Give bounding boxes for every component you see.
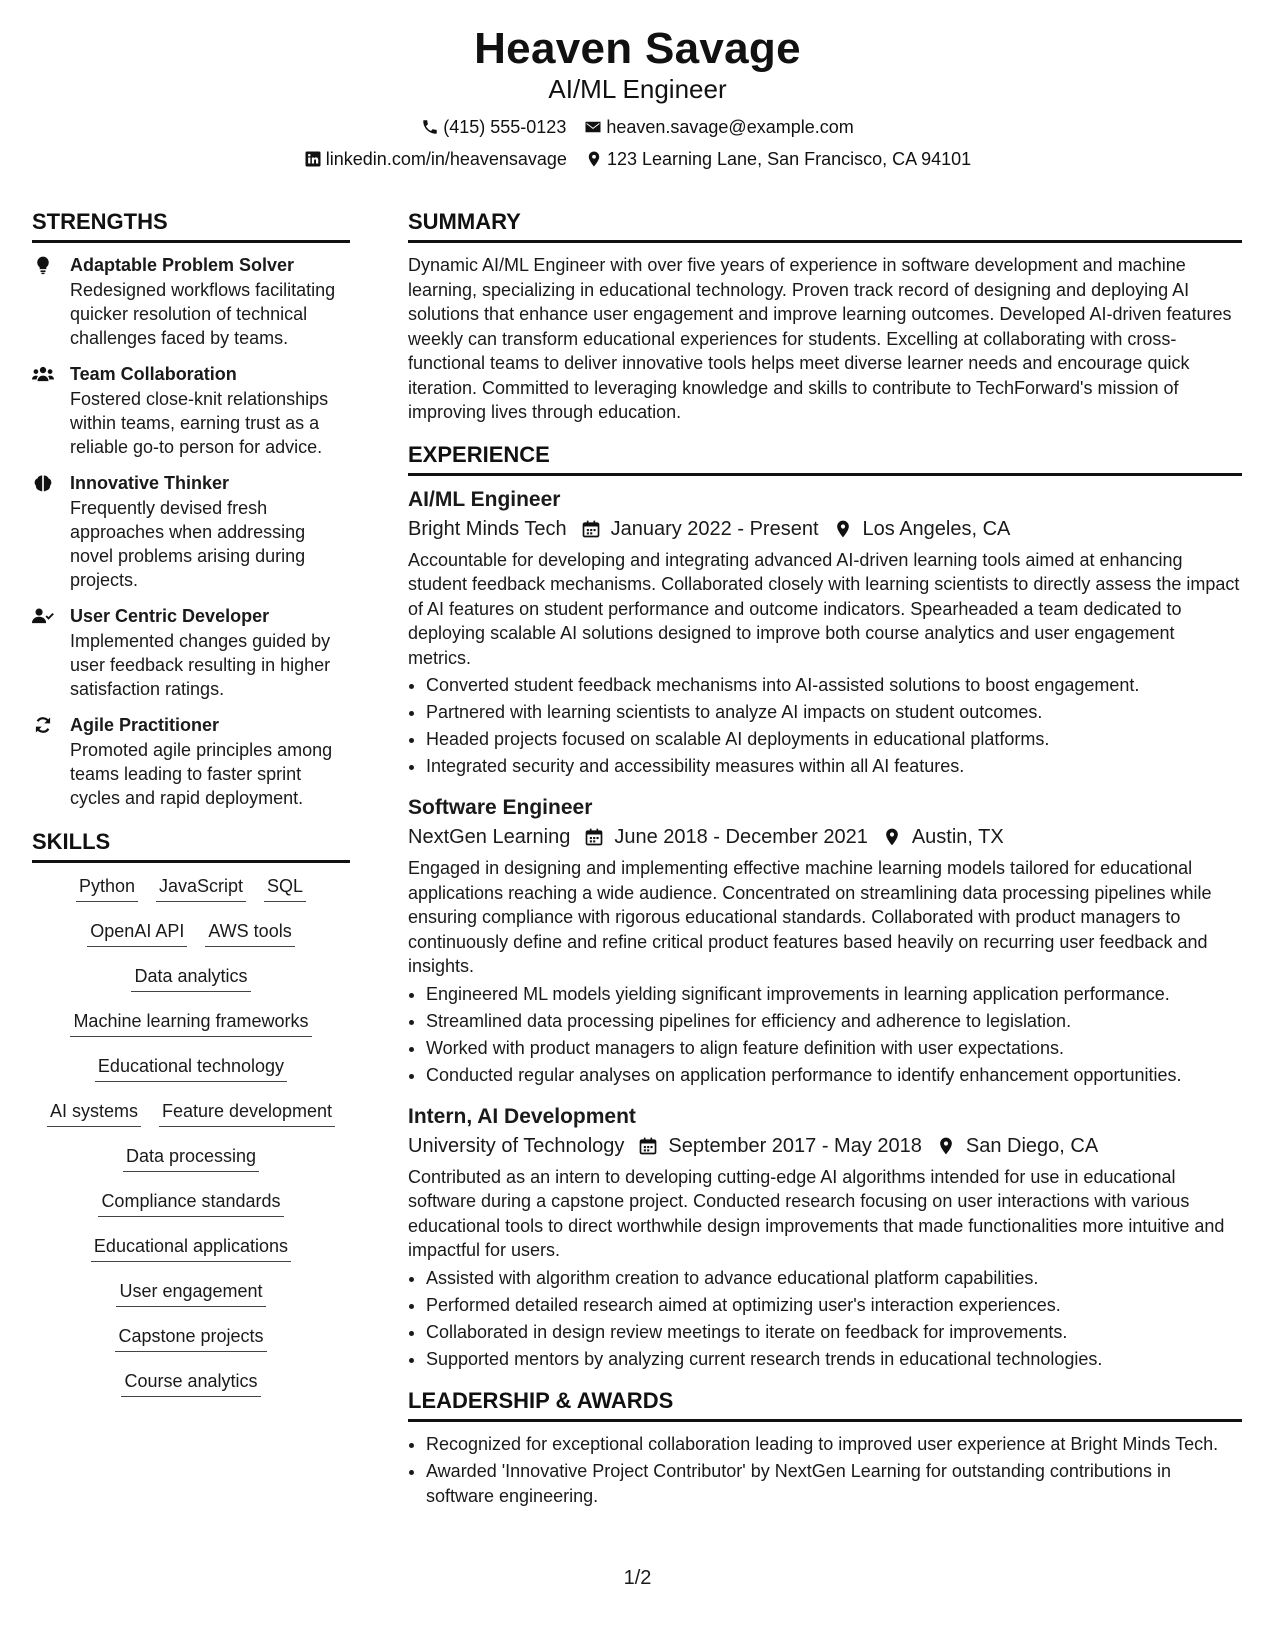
skill-row	[32, 873, 350, 918]
company-name: NextGen Learning	[408, 826, 571, 848]
strength-desc: Frequently devised fresh approaches when addressing novel problems arising during projects.	[70, 498, 306, 590]
calendar-icon	[581, 519, 601, 539]
contact-row-2	[0, 148, 1275, 170]
map-pin-icon	[833, 519, 853, 539]
skill-tag: Compliance standards	[98, 1188, 283, 1217]
right-column	[408, 208, 1242, 1511]
strength-item	[32, 604, 350, 701]
award-item: • Awarded 'Innovative Project Contributor' by NextGen Learning for outstanding contributions in software engineering.	[426, 1459, 1242, 1508]
job-title: Intern, AI Development	[408, 1104, 636, 1128]
strengths-heading: STRENGTHS	[32, 208, 350, 243]
resume-header	[0, 22, 1275, 170]
skill-tag: OpenAI API	[87, 918, 187, 947]
location-text: Austin, TX	[911, 826, 1004, 848]
leadership-list	[408, 1432, 1242, 1509]
phone-contact	[421, 116, 566, 138]
job-dates	[638, 1131, 922, 1161]
job-meta	[408, 514, 1242, 544]
skill-row	[32, 1368, 350, 1413]
experience-list	[408, 486, 1242, 1373]
skills-heading: SKILLS	[32, 828, 350, 863]
bullet-item: • Integrated security and accessibility measures within all AI features.	[426, 753, 1242, 780]
skill-tag: Python	[76, 873, 138, 902]
map-pin-icon	[882, 827, 902, 847]
job-company	[408, 514, 567, 544]
skill-tag: Educational applications	[91, 1233, 291, 1262]
calendar-icon	[638, 1136, 658, 1156]
bullet-item: • Engineered ML models yielding significant improvements in learning application performance.	[426, 981, 1242, 1008]
skill-tag: Educational technology	[95, 1053, 287, 1082]
user-check-icon	[32, 604, 70, 701]
bullet-item: • Assisted with algorithm creation to advance educational platform capabilities.	[426, 1265, 1242, 1292]
candidate-title: AI/ML Engineer	[548, 74, 727, 104]
dates-text: June 2018 - December 2021	[614, 826, 868, 848]
email-text: heaven.savage@example.com	[606, 117, 854, 137]
job-company	[408, 822, 570, 852]
skill-row	[32, 1143, 350, 1188]
job-location	[833, 514, 1011, 544]
job-bullets	[408, 981, 1242, 1089]
skill-row	[32, 1323, 350, 1368]
job-description: Engaged in designing and implementing effective machine learning models tailored for educational applications reaching a wide audience. Concentrated on streamlining data processing pipelines while ensuring compliance with rigorous educational standards. Collaborated with product managers to continuously define and refine critical product features based heavily on recurring user feedback and insights.	[408, 858, 1212, 976]
strength-desc: Fostered close-knit relationships within teams, earning trust as a reliable go-to person for advice.	[70, 389, 329, 457]
map-pin-icon	[936, 1136, 956, 1156]
experience-heading: EXPERIENCE	[408, 441, 1242, 476]
strength-title: User Centric Developer	[70, 606, 270, 626]
job-bullets	[408, 672, 1242, 780]
skill-tag: AWS tools	[205, 918, 294, 947]
dates-text: September 2017 - May 2018	[668, 1134, 922, 1157]
skill-tag: AI systems	[47, 1098, 141, 1127]
job-description: Accountable for developing and integrating advanced AI-driven learning tools aimed at enhancing student feedback mechanisms. Collaborated closely with learning scientists to directly assess the impact of AI features on student performance and outcome indicators. Spearheaded a team dedicated to deploying scalable AI solutions designed to improve both course analytics and user engagement metrics.	[408, 549, 1240, 668]
company-name: University of Technology	[408, 1134, 625, 1157]
left-column	[32, 208, 350, 1413]
location-text: Los Angeles, CA	[862, 517, 1011, 540]
job-location	[936, 1131, 1098, 1161]
job-entry	[408, 794, 1242, 1089]
skill-tag: SQL	[264, 873, 306, 902]
skill-row	[32, 1053, 350, 1098]
strength-title: Agile Practitioner	[70, 715, 220, 735]
skill-row	[32, 1008, 350, 1053]
summary-heading: SUMMARY	[408, 208, 1242, 243]
job-entry	[408, 486, 1242, 781]
candidate-name: Heaven Savage	[474, 24, 801, 73]
company-name: Bright Minds Tech	[408, 517, 567, 540]
strength-item	[32, 471, 350, 592]
bullet-item: • Converted student feedback mechanisms into AI-assisted solutions to boost engagement.	[426, 672, 1242, 699]
skill-tag: JavaScript	[156, 873, 246, 902]
bullet-item: • Headed projects focused on scalable AI deployments in educational platforms.	[426, 726, 1242, 753]
strength-title: Innovative Thinker	[70, 473, 230, 493]
strength-desc: Promoted agile principles among teams leading to faster sprint cycles and rapid deployment.	[70, 740, 333, 808]
skill-tag: Capstone projects	[115, 1323, 266, 1352]
bullet-item: • Supported mentors by analyzing current research trends in educational technologies.	[426, 1346, 1242, 1373]
leadership-heading: LEADERSHIP & AWARDS	[408, 1387, 1242, 1422]
skill-tag: Machine learning frameworks	[70, 1008, 311, 1037]
bullet-item: • Performed detailed research aimed at optimizing user's interaction experiences.	[426, 1292, 1242, 1319]
bullet-item: • Collaborated in design review meetings to iterate on feedback for improvements.	[426, 1319, 1242, 1346]
skill-row	[32, 1188, 350, 1233]
skill-row	[32, 1233, 350, 1278]
lightbulb-icon	[32, 253, 70, 350]
brain-icon	[32, 471, 70, 592]
skill-tag: Data processing	[123, 1143, 259, 1172]
page-number: 1/2	[623, 1567, 652, 1589]
phone-icon	[421, 118, 439, 136]
job-company	[408, 1131, 624, 1161]
skill-row	[32, 1098, 350, 1143]
strength-item	[32, 713, 350, 810]
strength-title: Team Collaboration	[70, 364, 237, 384]
address-text: 123 Learning Lane, San Francisco, CA 94101	[606, 149, 972, 169]
contact-row-1	[0, 116, 1275, 138]
sync-icon	[32, 713, 70, 810]
skill-tag: Data analytics	[131, 963, 250, 992]
skills-list	[32, 873, 350, 1413]
skill-row	[32, 963, 350, 1008]
skill-row	[32, 1278, 350, 1323]
bullet-item: • Worked with product managers to align feature definition with user expectations.	[426, 1035, 1242, 1062]
linkedin-contact[interactable]	[304, 148, 567, 170]
job-meta	[408, 1131, 1242, 1161]
linkedin-text: linkedin.com/in/heavensavage	[325, 149, 567, 169]
envelope-icon	[584, 118, 602, 136]
strength-desc: Implemented changes guided by user feedback resulting in higher satisfaction ratings.	[70, 631, 331, 699]
strength-item	[32, 362, 350, 459]
summary-text: Dynamic AI/ML Engineer with over five years of experience in software development and machine learning, specializing in educational technology. Proven track record of designing and deploying AI solutions that enhance user engagement and improve learning outcomes. Developed AI-driven features weekly can transform educational experiences for students. Excelling at collaborating with cross-functional teams to deliver innovative tools helps meet diverse learner needs and encourage quick iteration. Committed to leveraging knowledge and skills to contribute to TechForward's mission of improving lives through education.	[408, 255, 1232, 422]
strength-item	[32, 253, 350, 350]
skill-tag: Feature development	[159, 1098, 335, 1127]
job-title: Software Engineer	[408, 796, 593, 819]
linkedin-icon	[304, 150, 322, 168]
address-contact	[585, 148, 971, 170]
location-text: San Diego, CA	[965, 1134, 1099, 1157]
calendar-icon	[584, 827, 604, 847]
bullet-item: • Conducted regular analyses on application performance to identify enhancement opportunities.	[426, 1062, 1242, 1089]
job-bullets	[408, 1265, 1242, 1373]
job-dates	[584, 822, 868, 852]
skill-row	[32, 918, 350, 963]
strength-title: Adaptable Problem Solver	[70, 255, 295, 275]
users-icon	[32, 362, 70, 459]
job-dates	[581, 514, 819, 544]
skill-tag: Course analytics	[121, 1368, 260, 1397]
map-pin-icon	[585, 150, 603, 168]
bullet-item: • Partnered with learning scientists to analyze AI impacts on student outcomes.	[426, 699, 1242, 726]
phone-text: (415) 555-0123	[443, 117, 567, 137]
job-title: AI/ML Engineer	[408, 487, 561, 511]
dates-text: January 2022 - Present	[610, 517, 819, 540]
skill-tag: User engagement	[116, 1278, 265, 1307]
job-description: Contributed as an intern to developing cutting-edge AI algorithms intended for use in educational software during a capstone project. Conducted research focusing on user interactions with various educational tools to direct worthwhile design improvements that made functionalities more intuitive and impactful for users.	[408, 1166, 1225, 1260]
job-entry	[408, 1103, 1242, 1373]
email-contact[interactable]	[584, 116, 853, 138]
award-item: • Recognized for exceptional collaboration leading to improved user experience at Bright Minds Tech.	[426, 1432, 1242, 1457]
strength-desc: Redesigned workflows facilitating quicker resolution of technical challenges faced by teams.	[70, 280, 336, 348]
job-meta	[408, 822, 1242, 852]
bullet-item: • Streamlined data processing pipelines for efficiency and adherence to legislation.	[426, 1008, 1242, 1035]
job-location	[882, 822, 1004, 852]
